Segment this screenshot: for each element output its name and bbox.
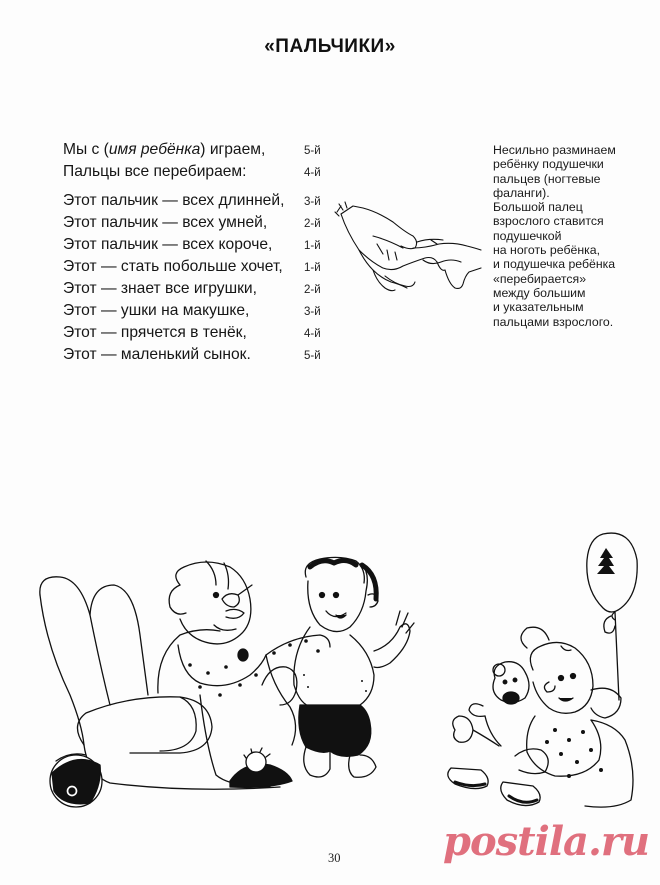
finger-label: 3-й [304, 196, 321, 208]
poem-line-text: Этот — прячется в тенёк, [63, 324, 247, 341]
finger-label: 3-й [304, 306, 321, 318]
note-line: между большим [493, 285, 586, 300]
girl-teddy-balloon-illustration [415, 520, 655, 820]
page-title: «ПАЛЬЧИКИ» [264, 36, 396, 57]
note-line: пальцев (ногтевые [493, 171, 601, 186]
note-line: ребёнку подушечки [493, 157, 604, 172]
watermark-logo: postila.ru [443, 818, 650, 865]
child-name-placeholder: имя ребёнка [108, 141, 201, 158]
poem-line-text: Этот — ушки на макушке, [63, 302, 250, 319]
poem-line [63, 322, 353, 344]
poem-line-text: Этот — знает все игрушки, [63, 280, 257, 297]
poem [63, 139, 353, 366]
instruction-note [493, 143, 658, 329]
note-line: на ноготь ребёнка, [493, 243, 601, 258]
note-line: фаланги). [493, 185, 550, 200]
note-line: взрослого ставится [493, 214, 604, 229]
finger-label: 2-й [304, 284, 321, 296]
finger-label: 5-й [304, 350, 321, 362]
finger-label: 1-й [304, 240, 321, 252]
note-line: подушечкой [493, 228, 562, 243]
finger-label: 1-й [304, 262, 321, 274]
finger-label: 5-й [304, 145, 321, 157]
poem-line [63, 344, 353, 366]
note-line: Большой палец [493, 200, 583, 215]
grandmother-boy-illustration [30, 555, 420, 810]
poem-line-text: Этот пальчик — всех короче, [63, 236, 273, 253]
note-line: «перебирается» [493, 271, 587, 286]
note-line: пальцами взрослого. [493, 314, 614, 329]
poem-line [63, 190, 353, 212]
poem-line [63, 212, 353, 234]
hands-illustration [333, 192, 483, 300]
finger-label: 4-й [304, 167, 321, 179]
poem-line [63, 256, 353, 278]
poem-line-text: Мы с (имя ребёнка) играем, [63, 141, 266, 158]
poem-line-text: Этот пальчик — всех умней, [63, 214, 268, 231]
poem-line [63, 161, 353, 183]
finger-label: 4-й [304, 328, 321, 340]
poem-line-text: Этот — маленький сынок. [63, 346, 251, 363]
finger-label: 2-й [304, 218, 321, 230]
poem-line-text: Этот — стать побольше хочет, [63, 258, 283, 275]
page-number: 30 [328, 851, 341, 865]
poem-line-text: Пальцы все перебираем: [63, 163, 247, 180]
poem-line-text: Этот пальчик — всех длинней, [63, 192, 285, 209]
poem-line [63, 139, 353, 161]
note-line: и указательным [493, 300, 584, 315]
note-line: и подушечка ребёнка [493, 257, 616, 272]
poem-line [63, 278, 353, 300]
poem-line [63, 300, 353, 322]
poem-line [63, 234, 353, 256]
note-line: Несильно разминаем [493, 143, 616, 157]
